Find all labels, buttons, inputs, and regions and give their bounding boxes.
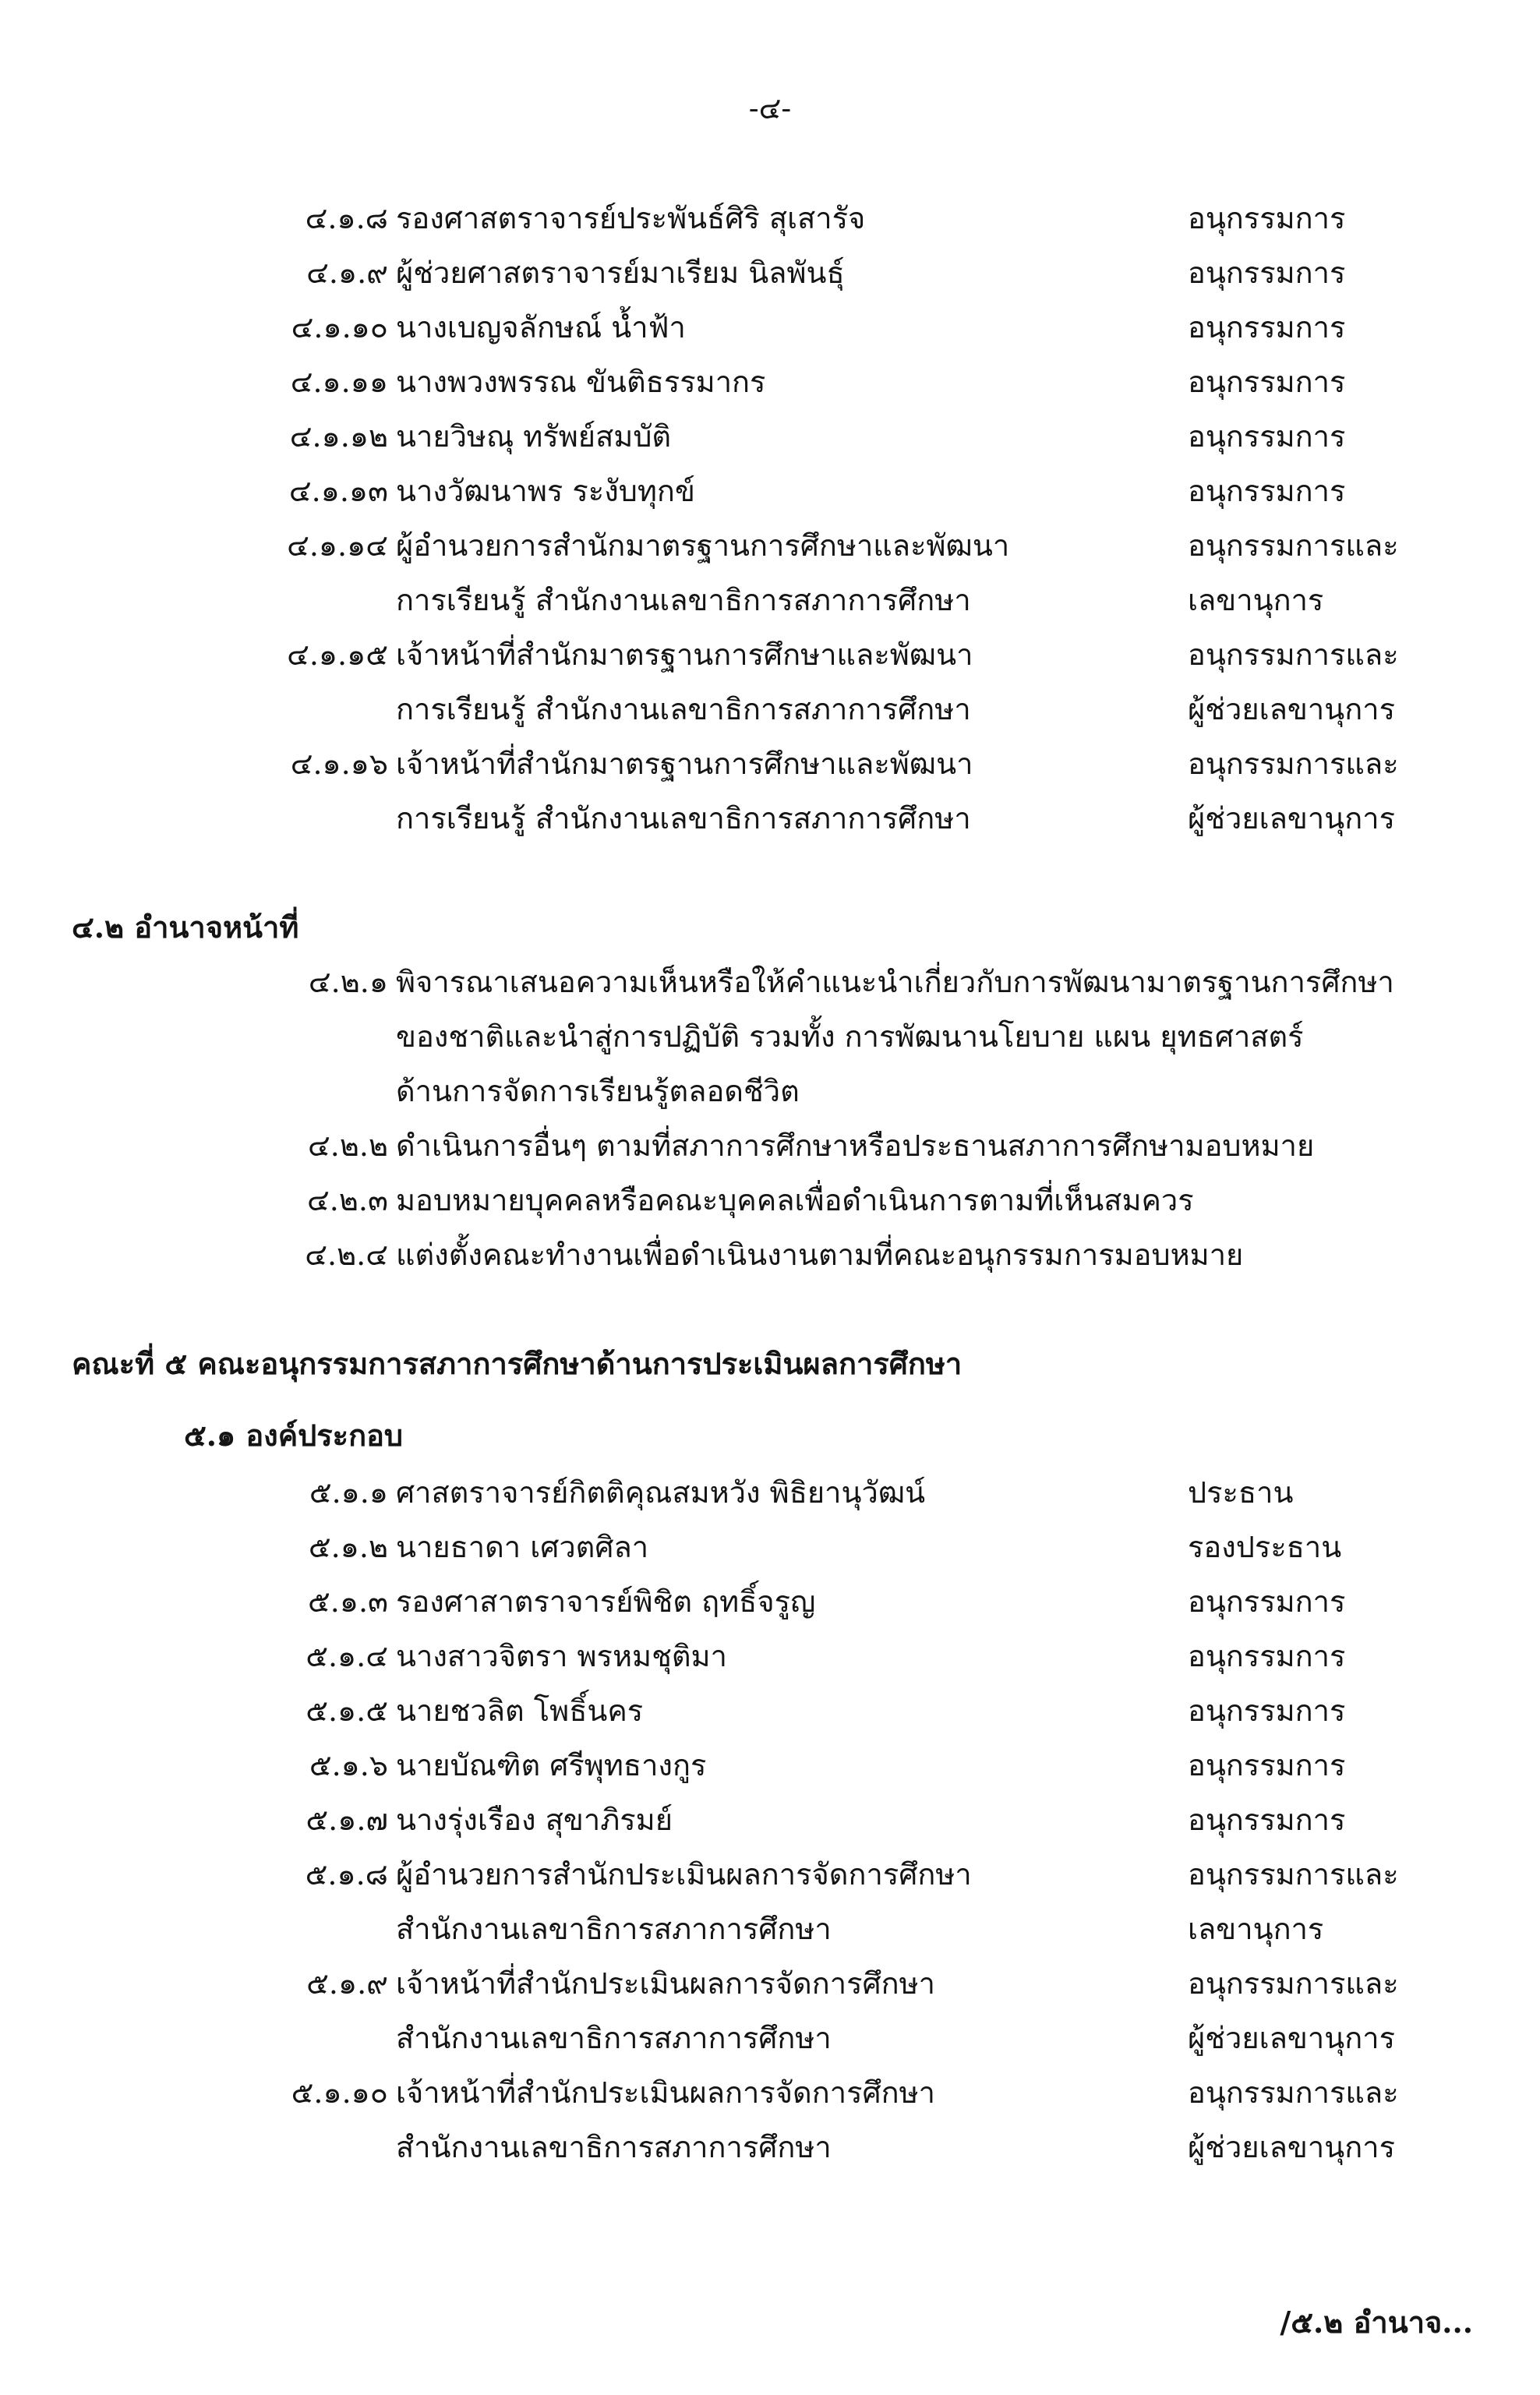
member-name: รองศาสาตราจารย์พิชิต ฤทธิ์จรูญ (396, 1584, 816, 1619)
member-row (0, 304, 1540, 351)
member-number: ๕.๑.๖ (309, 1748, 388, 1782)
duty-text: พิจารณาเสนอความเห็นหรือให้คำแนะนำเกี่ยวกับการพัฒนามาตรฐานการศึกษา (396, 965, 1394, 999)
member-number: ๕.๑.๕ (306, 1694, 388, 1728)
member-role-line2: เลขานุการ (1188, 1912, 1324, 1946)
duty-text: มอบหมายบุคคลหรือคณะบุคคลเพื่อดำเนินการตามที่เห็นสมควร (396, 1183, 1194, 1217)
member-row (0, 195, 1540, 242)
member-name: รองศาสตราจารย์ประพันธ์ศิริ สุเสารัจ (396, 201, 866, 235)
member-row-continuation (0, 2015, 1540, 2061)
member-role-line2: ผู้ช่วยเลขานุการ (1188, 2021, 1395, 2055)
member-row (0, 2069, 1540, 2116)
member-role: อนุกรรมการและ (1188, 638, 1399, 672)
member-name: ศาสตราจารย์กิตติคุณสมหวัง พิธิยานุวัฒน์ (396, 1475, 926, 1510)
member-name: เจ้าหน้าที่สำนักมาตรฐานการศึกษาและพัฒนา (396, 747, 973, 781)
member-number: ๔.๑.๙ (306, 256, 388, 290)
member-role: อนุกรรมการ (1188, 1748, 1346, 1782)
member-role-line2: ผู้ช่วยเลขานุการ (1188, 692, 1395, 726)
member-role: อนุกรรมการ (1188, 365, 1346, 399)
member-role: อนุกรรมการ (1188, 1584, 1346, 1619)
member-role: อนุกรรมการ (1188, 310, 1346, 344)
member-name: เจ้าหน้าที่สำนักประเมินผลการจัดการศึกษา (396, 2075, 935, 2110)
member-number: ๔.๑.๑๖ (290, 747, 388, 781)
member-name: นางพวงพรรณ ขันติธรรมากร (396, 365, 766, 399)
continued-marker: /๕.๒ อำนาจ... (1280, 2305, 1473, 2340)
member-row (0, 1578, 1540, 1625)
committee-heading: คณะที่ ๕ คณะอนุกรรมการสภาการศึกษาด้านการประเมินผลการศึกษา (72, 1346, 962, 1381)
duty-item-continuation (0, 1013, 1540, 1060)
member-role-line2: เลขานุการ (1188, 583, 1324, 617)
section-heading-composition: ๕.๑ องค์ประกอบ (184, 1418, 404, 1453)
member-name: นางสาวจิตรา พรหมชุติมา (396, 1639, 727, 1673)
member-role-line2: ผู้ช่วยเลขานุการ (1188, 801, 1395, 835)
duty-item (0, 959, 1540, 1005)
member-row (0, 1960, 1540, 2007)
member-number: ๕.๑.๘ (305, 1857, 388, 1892)
member-row (0, 522, 1540, 569)
member-name: นายบัณฑิต ศรีพุทธางกูร (396, 1748, 707, 1782)
member-name: นายวิษณุ ทรัพย์สมบัติ (396, 419, 672, 454)
member-name: นายธาดา เศวตศิลา (396, 1530, 649, 1564)
member-role: อนุกรรมการและ (1188, 528, 1399, 563)
duty-number: ๔.๒.๔ (305, 1238, 388, 1272)
duty-number: ๔.๒.๒ (307, 1129, 388, 1163)
member-role: อนุกรรมการและ (1188, 747, 1399, 781)
member-name-line2: การเรียนรู้ สำนักงานเลขาธิการสภาการศึกษา (396, 583, 971, 617)
member-row-continuation (0, 2124, 1540, 2171)
member-row (0, 740, 1540, 787)
member-row (0, 1851, 1540, 1898)
member-number: ๕.๑.๙ (306, 1966, 388, 2001)
member-number: ๔.๑.๑๒ (289, 419, 388, 454)
member-role: อนุกรรมการ (1188, 1639, 1346, 1673)
member-number: ๔.๑.๑๔ (287, 528, 388, 563)
member-name: ผู้อำนวยการสำนักมาตรฐานการศึกษาและพัฒนา (396, 528, 1010, 563)
member-name: เจ้าหน้าที่สำนักประเมินผลการจัดการศึกษา (396, 1966, 935, 2001)
member-row (0, 1469, 1540, 1516)
member-name: นายชวลิต โพธิ์นคร (396, 1694, 644, 1728)
member-number: ๕.๑.๑ (309, 1475, 388, 1510)
member-number: ๔.๑.๑๓ (288, 474, 388, 508)
section-heading-duties: ๔.๒ อำนาจหน้าที่ (72, 910, 299, 945)
member-number: ๕.๑.๗ (306, 1803, 388, 1837)
member-role: อนุกรรมการ (1188, 1803, 1346, 1837)
duty-item (0, 1231, 1540, 1278)
member-role: ประธาน (1188, 1475, 1294, 1510)
member-role: อนุกรรมการ (1188, 474, 1346, 508)
member-row (0, 1633, 1540, 1680)
member-name-line2: สำนักงานเลขาธิการสภาการศึกษา (396, 1912, 832, 1946)
member-number: ๔.๑.๑๐ (291, 310, 388, 344)
page-number: -๔- (748, 91, 792, 125)
member-number: ๕.๑.๒ (308, 1530, 388, 1564)
member-role: อนุกรรมการและ (1188, 2075, 1399, 2110)
member-row-continuation (0, 686, 1540, 733)
member-role: อนุกรรมการ (1188, 256, 1346, 290)
duty-text: แต่งตั้งคณะทำงานเพื่อดำเนินงานตามที่คณะอนุกรรมการมอบหมาย (396, 1238, 1244, 1272)
member-row-continuation (0, 795, 1540, 842)
duty-text: ดำเนินการอื่นๆ ตามที่สภาการศึกษาหรือประธานสภาการศึกษามอบหมาย (396, 1129, 1315, 1163)
duty-text-line: ของชาติและนำสู่การปฏิบัติ รวมทั้ง การพัฒนานโยบาย แผน ยุทธศาสตร์ (396, 1019, 1304, 1054)
member-name: ผู้อำนวยการสำนักประเมินผลการจัดการศึกษา (396, 1857, 972, 1892)
member-row (0, 359, 1540, 405)
member-role: อนุกรรมการและ (1188, 1857, 1399, 1892)
member-row-continuation (0, 1906, 1540, 1952)
duty-number: ๔.๒.๓ (307, 1183, 388, 1217)
member-role: อนุกรรมการและ (1188, 1966, 1399, 2001)
member-number: ๔.๑.๘ (305, 201, 388, 235)
member-row (0, 1742, 1540, 1789)
member-row-continuation (0, 577, 1540, 623)
member-row (0, 1687, 1540, 1734)
member-name: นางรุ่งเรือง สุขาภิรมย์ (396, 1803, 673, 1837)
member-row (0, 249, 1540, 296)
member-row (0, 1524, 1540, 1570)
member-role: รองประธาน (1188, 1530, 1342, 1564)
duty-item (0, 1177, 1540, 1224)
member-row (0, 413, 1540, 460)
duty-item (0, 1122, 1540, 1169)
member-name-line2: การเรียนรู้ สำนักงานเลขาธิการสภาการศึกษา (396, 692, 971, 726)
duty-item-continuation (0, 1068, 1540, 1114)
member-number: ๕.๑.๓ (307, 1584, 388, 1619)
member-number: ๕.๑.๔ (306, 1639, 388, 1673)
member-name: ผู้ช่วยศาสตราจารย์มาเรียม นิลพันธุ์ (396, 256, 845, 290)
member-name: นางวัฒนาพร ระงับทุกข์ (396, 474, 695, 508)
member-role: อนุกรรมการ (1188, 419, 1346, 454)
member-number: ๔.๑.๑๑ (290, 365, 388, 399)
member-row (0, 631, 1540, 678)
member-role-line2: ผู้ช่วยเลขานุการ (1188, 2130, 1395, 2164)
member-name-line2: สำนักงานเลขาธิการสภาการศึกษา (396, 2130, 832, 2164)
duty-number: ๔.๒.๑ (308, 965, 388, 999)
duty-text-line: ด้านการจัดการเรียนรู้ตลอดชีวิต (396, 1074, 800, 1108)
member-role: อนุกรรมการ (1188, 201, 1346, 235)
member-name: เจ้าหน้าที่สำนักมาตรฐานการศึกษาและพัฒนา (396, 638, 973, 672)
member-name: นางเบญจลักษณ์ น้ำฟ้า (396, 310, 686, 344)
member-row (0, 1796, 1540, 1843)
member-number: ๕.๑.๑๐ (291, 2075, 388, 2110)
member-name-line2: การเรียนรู้ สำนักงานเลขาธิการสภาการศึกษา (396, 801, 971, 835)
member-role: อนุกรรมการ (1188, 1694, 1346, 1728)
member-name-line2: สำนักงานเลขาธิการสภาการศึกษา (396, 2021, 832, 2055)
member-number: ๔.๑.๑๕ (287, 638, 388, 672)
member-row (0, 468, 1540, 514)
